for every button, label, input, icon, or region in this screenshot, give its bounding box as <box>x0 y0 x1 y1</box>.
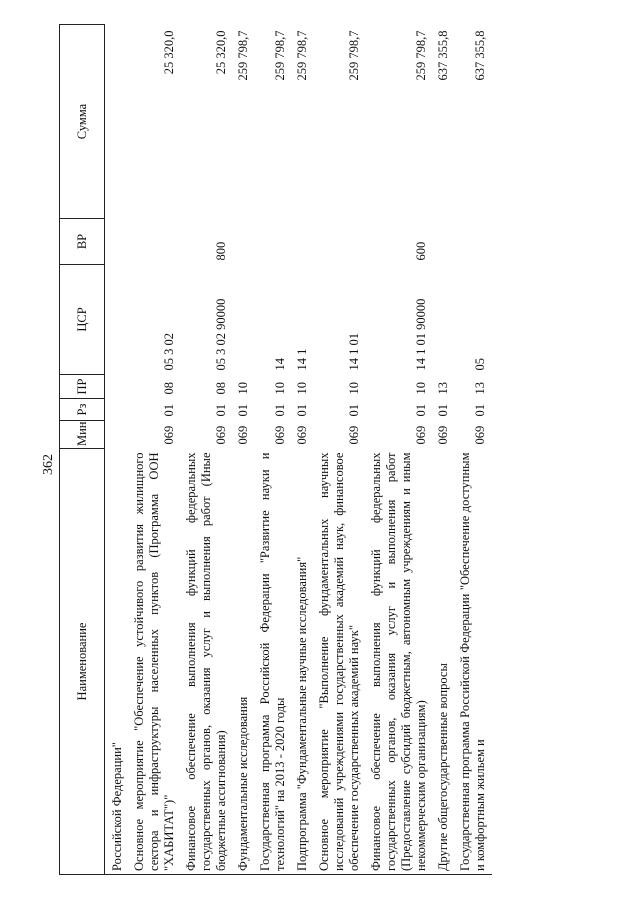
row-pr: 10 <box>414 382 428 395</box>
table-row <box>292 25 314 875</box>
row-name: Государственная программа Российской Федерации "Развитие науки и технологий" на 2013 - 2020 годы <box>258 452 287 871</box>
row-pr: 10 <box>273 382 287 395</box>
row-name: Финансовое обеспечение выполнения функций федеральных государственных органов, оказания услуг и выполнения работ (Предоставление субсидий бюджетным, автономным учреждениям и иным некоммерческим организациям) <box>369 452 428 871</box>
budget-table <box>59 24 492 875</box>
row-rz <box>105 399 130 421</box>
row-name: Государственная программа Российской Федерации "Обеспечение доступным и комфортным жильем и <box>458 452 487 871</box>
row-sum: 25 320,0 <box>162 30 176 75</box>
table-row <box>129 25 181 875</box>
row-rz: 01 <box>295 404 309 417</box>
header-name: Наименование <box>60 449 105 875</box>
table-row <box>433 25 455 875</box>
row-rz: 01 <box>236 404 250 417</box>
row-sum: 25 320,0 <box>214 30 228 75</box>
row-min: 069 <box>236 425 250 445</box>
row-csr: 14 <box>273 358 287 371</box>
row-rz: 01 <box>162 404 176 417</box>
row-name: Основное мероприятие "Обеспечение устойчивого развития жилищного сектора и инфраструктуры населенных пунктов (Программа ООН "ХАБИТАТ")" <box>132 452 176 871</box>
row-sum: 259 798,7 <box>273 30 287 81</box>
row-vr <box>292 219 314 265</box>
table-row <box>314 25 366 875</box>
row-sum: 637 355,8 <box>436 30 450 81</box>
row-pr <box>105 375 130 399</box>
row-min <box>105 421 130 449</box>
row-min: 069 <box>436 425 450 445</box>
row-sum: 259 798,7 <box>236 30 250 81</box>
table-row <box>455 25 492 875</box>
page-number: 362 <box>41 454 56 475</box>
row-csr: 14 1 01 <box>347 333 361 371</box>
row-rz: 01 <box>214 404 228 417</box>
row-vr: 800 <box>214 241 228 261</box>
row-sum <box>105 25 130 219</box>
row-vr <box>455 219 492 265</box>
row-name: Фундаментальные исследования <box>236 696 250 871</box>
row-min: 069 <box>295 425 309 445</box>
row-vr <box>255 219 292 265</box>
row-min: 069 <box>273 425 287 445</box>
header-vr: ВР <box>60 219 105 265</box>
row-csr: 14 1 <box>295 348 309 371</box>
row-min: 069 <box>214 425 228 445</box>
row-rz: 01 <box>473 404 487 417</box>
row-name: Российской Федерации" <box>110 742 124 871</box>
row-csr: 05 3 02 <box>162 333 176 371</box>
header-csr: ЦСР <box>60 265 105 375</box>
row-rz: 01 <box>436 404 450 417</box>
row-sum: 637 355,8 <box>473 30 487 81</box>
row-min: 069 <box>473 425 487 445</box>
row-pr: 08 <box>214 382 228 395</box>
row-min: 069 <box>414 425 428 445</box>
header-sum: Сумма <box>60 25 105 219</box>
row-vr <box>314 219 366 265</box>
table-row <box>255 25 292 875</box>
row-vr <box>105 219 130 265</box>
row-csr <box>233 265 255 375</box>
header-rz: Рз <box>60 399 105 421</box>
row-pr: 10 <box>347 382 361 395</box>
row-rz: 01 <box>273 404 287 417</box>
row-pr: 13 <box>436 382 450 395</box>
table-row <box>181 25 233 875</box>
row-csr: 14 1 01 90000 <box>414 298 428 371</box>
row-csr: 05 <box>473 358 487 371</box>
row-csr: 05 3 02 90000 <box>214 298 228 371</box>
row-name: Другие общегосударственные вопросы <box>436 663 450 871</box>
row-vr: 600 <box>414 241 428 261</box>
table-row <box>366 25 433 875</box>
table-row <box>105 25 130 875</box>
header-pr: ПР <box>60 375 105 399</box>
row-pr: 10 <box>295 382 309 395</box>
row-csr <box>433 265 455 375</box>
row-name: Основное мероприятие "Выполнение фундаментальных научных исследований учреждениями государственных академий наук, финансовое обеспечение государственных академий наук" <box>317 452 361 871</box>
row-sum: 259 798,7 <box>414 30 428 81</box>
row-min: 069 <box>347 425 361 445</box>
row-csr <box>105 265 130 375</box>
row-vr <box>233 219 255 265</box>
row-vr <box>433 219 455 265</box>
row-vr <box>129 219 181 265</box>
row-pr: 13 <box>473 382 487 395</box>
row-min: 069 <box>162 425 176 445</box>
table-row <box>233 25 255 875</box>
table-header <box>60 25 105 875</box>
row-rz: 01 <box>414 404 428 417</box>
row-sum: 259 798,7 <box>347 30 361 81</box>
row-pr: 10 <box>236 382 250 395</box>
row-rz: 01 <box>347 404 361 417</box>
row-name: Подпрограмма "Фундаментальные научные исследования" <box>295 556 309 871</box>
row-name: Финансовое обеспечение выполнения функций федеральных государственных органов, оказания услуг и выполнения работ (Иные бюджетные ассигнования) <box>184 452 228 871</box>
row-pr: 08 <box>162 382 176 395</box>
header-min: Мин <box>60 421 105 449</box>
row-sum: 259 798,7 <box>295 30 309 81</box>
